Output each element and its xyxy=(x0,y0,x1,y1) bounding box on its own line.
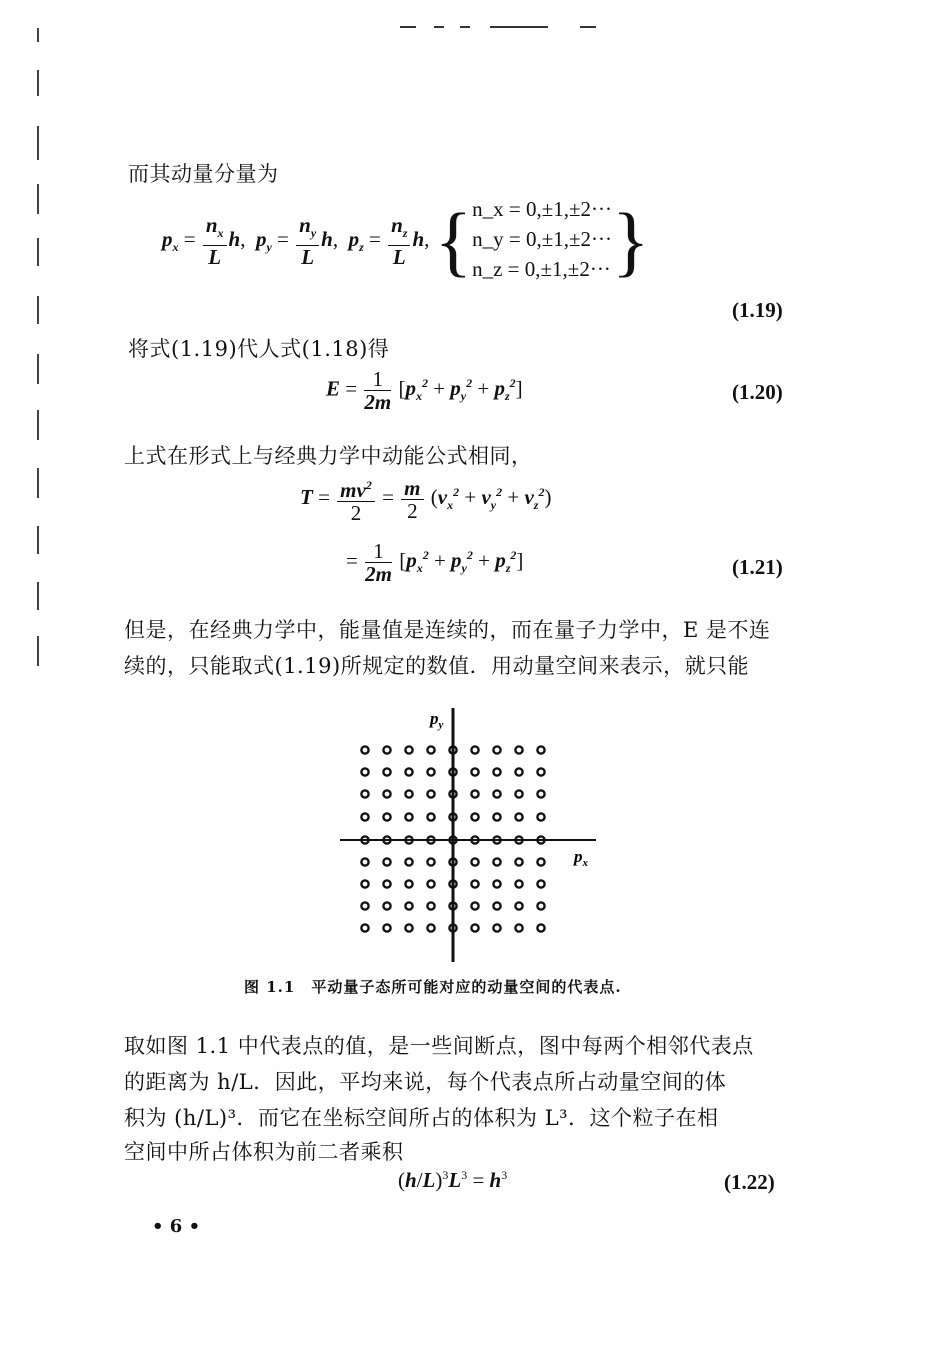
lattice-point xyxy=(493,746,500,753)
text-line: 但是，在经典力学中，能量值是连续的，而在量子力学中，E 是不连 xyxy=(124,618,771,642)
equation-label: (1.20) xyxy=(732,380,783,404)
lattice-point xyxy=(405,858,412,865)
lattice-point xyxy=(427,790,434,797)
lattice-point xyxy=(537,746,544,753)
lattice-point xyxy=(537,813,544,820)
lattice-point xyxy=(427,902,434,909)
lattice-point xyxy=(405,880,412,887)
lattice-point xyxy=(405,813,412,820)
scan-mark xyxy=(37,582,39,610)
px-axis-label: $p_x$ xyxy=(574,847,588,869)
equation-1-21-line1: T = $\frac{mv^2}{2}$ = $\frac{m}{2}$ $(v_x^2 + v_y^2 + v_z^2)$ xyxy=(300,475,552,525)
lattice-point xyxy=(537,880,544,887)
equation-label: (1.22) xyxy=(724,1170,775,1194)
lattice-point xyxy=(383,813,390,820)
lattice-point xyxy=(537,902,544,909)
figure-caption: 图 1.1 平动量子态所可能对应的动量空间的代表点. xyxy=(244,978,622,996)
equation-1-21-line2: = $\frac{1}{2m}$ $[p_x^2 + p_y^2 + p_z^2]$ xyxy=(346,539,524,586)
equation-label: (1.19) xyxy=(732,298,783,322)
text-line: 积为 (h/L)³．而它在坐标空间所占的体积为 L³．这个粒子在相 xyxy=(124,1106,719,1130)
lattice-point xyxy=(405,924,412,931)
equation-1-19: $p_x$ = $\frac{n_x}{L}$ h, $p_y$ = $\frac{n_y}{L}$ h, $p_z$ = $\frac{n_z}{L}$ h, { n_x = 0,±1,±2··· n_y = 0,±1,±2··· n_z = 0,±1,±2··· } xyxy=(162,196,649,288)
lattice-point xyxy=(383,924,390,931)
text-line: 而其动量分量为 xyxy=(128,162,279,186)
lattice-point xyxy=(361,790,368,797)
text-line: 取如图 1.1 中代表点的值，是一些间断点，图中每两个相邻代表点 xyxy=(124,1034,754,1058)
lattice-point xyxy=(515,790,522,797)
lattice-point xyxy=(383,880,390,887)
lattice-point xyxy=(537,790,544,797)
equation-1-20: E = $\frac{1}{2m}$ $[p_x^2 + p_y^2 + p_z^2]$ xyxy=(326,367,523,414)
lattice-point xyxy=(493,858,500,865)
lattice-point xyxy=(515,858,522,865)
lattice-point xyxy=(537,768,544,775)
lattice-point xyxy=(515,768,522,775)
lattice-point xyxy=(493,924,500,931)
lattice-point xyxy=(405,768,412,775)
case-line: n_x = 0,±1,±2··· xyxy=(472,197,612,221)
lattice-point xyxy=(361,746,368,753)
lattice-point xyxy=(427,880,434,887)
lattice-point xyxy=(471,768,478,775)
lattice-point xyxy=(427,813,434,820)
lattice-point xyxy=(471,790,478,797)
py-axis-label: $p_y$ xyxy=(430,709,444,731)
lattice-point xyxy=(405,790,412,797)
scan-mark xyxy=(37,70,39,96)
lattice-point xyxy=(405,902,412,909)
text-line: 续的，只能取式(1.19)所规定的数值．用动量空间来表示，就只能 xyxy=(124,654,750,678)
lattice-point xyxy=(493,768,500,775)
scan-mark xyxy=(37,296,39,324)
lattice-point xyxy=(493,880,500,887)
page-number: • 6 • xyxy=(152,1216,201,1237)
lattice-point xyxy=(471,880,478,887)
lattice-point xyxy=(537,924,544,931)
text-line: 的距离为 h/L．因此，平均来说，每个代表点所占动量空间的体 xyxy=(124,1070,727,1094)
scan-mark xyxy=(37,526,39,554)
scan-mark xyxy=(37,468,39,498)
scan-mark xyxy=(37,636,39,666)
lattice-point xyxy=(383,902,390,909)
lattice-point xyxy=(383,790,390,797)
scan-mark xyxy=(37,184,39,214)
lattice-point xyxy=(361,902,368,909)
lattice-point xyxy=(471,858,478,865)
lattice-point xyxy=(515,746,522,753)
scan-mark xyxy=(37,354,39,384)
equation-label: (1.21) xyxy=(732,555,783,579)
lattice-point xyxy=(383,858,390,865)
lattice-point xyxy=(427,858,434,865)
lattice-point xyxy=(515,880,522,887)
lattice-point xyxy=(427,768,434,775)
lattice-point xyxy=(493,813,500,820)
lattice-point xyxy=(515,924,522,931)
lattice-point xyxy=(515,813,522,820)
lattice-point xyxy=(493,902,500,909)
case-line: n_y = 0,±1,±2··· xyxy=(472,227,612,251)
lattice-point xyxy=(471,924,478,931)
lattice-point xyxy=(515,902,522,909)
lattice-point xyxy=(361,924,368,931)
scan-mark xyxy=(37,28,39,42)
lattice-point xyxy=(361,813,368,820)
text-line: 空间中所占体积为前二者乘积 xyxy=(124,1140,404,1164)
scan-mark xyxy=(37,410,39,440)
text-line: 上式在形式上与经典力学中动能公式相同， xyxy=(124,444,533,468)
scan-mark xyxy=(37,238,39,266)
lattice-point xyxy=(471,813,478,820)
momentum-lattice-figure xyxy=(330,700,620,970)
case-line: n_z = 0,±1,±2··· xyxy=(472,257,611,281)
lattice-point xyxy=(471,746,478,753)
lattice-point xyxy=(383,768,390,775)
scan-mark xyxy=(37,126,39,160)
lattice-point xyxy=(361,768,368,775)
lattice-point xyxy=(383,746,390,753)
lattice-point xyxy=(427,924,434,931)
lattice-point xyxy=(361,858,368,865)
text-line: 将式(1.19)代人式(1.18)得 xyxy=(128,337,390,361)
header-rule xyxy=(400,26,600,29)
lattice-point xyxy=(471,902,478,909)
lattice-point xyxy=(427,746,434,753)
equation-1-22: $(h/L)^3L^3 = h^3$ xyxy=(398,1168,508,1192)
lattice-point xyxy=(361,880,368,887)
lattice-point xyxy=(493,790,500,797)
lattice-point xyxy=(405,746,412,753)
lattice-point xyxy=(537,858,544,865)
